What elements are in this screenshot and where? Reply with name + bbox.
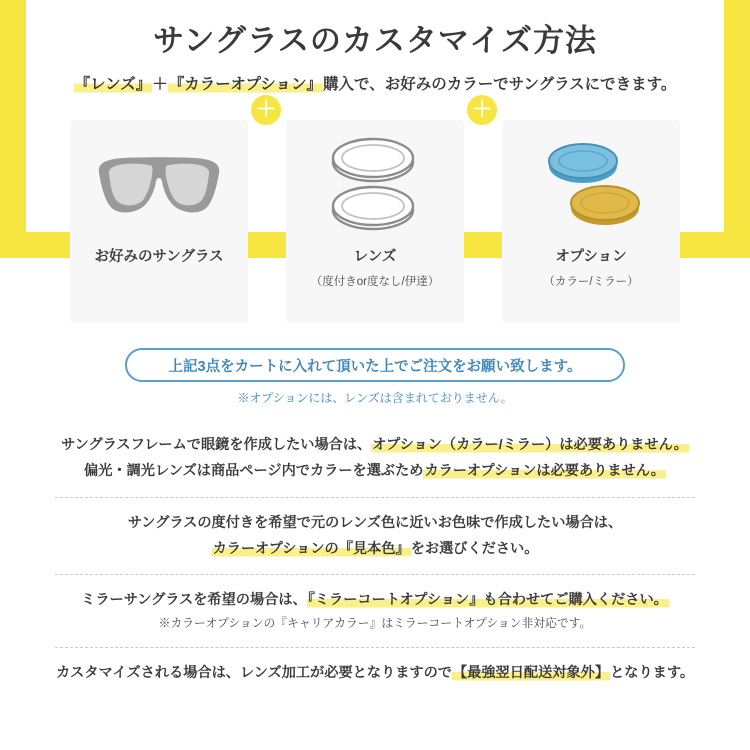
card-sub-lenses: （度付きor度なし/伊達） [310,275,440,288]
note-text-highlight: オプション（カラー/ミラー）は必要ありません。 [372,437,688,453]
note-group-2 [0,498,750,575]
note-text: となります。 [610,665,695,682]
note-line [0,458,750,484]
note-text: ミラーサングラスを希望の場合は、 [81,592,307,609]
plus-icon-2: ＋ [467,95,497,125]
note-line [0,660,750,686]
note-text: サングラスの度付きを希望で元のレンズ色に近いお色味で作成したい場合は、 [127,514,623,531]
order-instruction-text: 上記3点をカートに入れて頂いた上でご注文をお願い致します。 [168,358,582,375]
subtitle-part-coloroption: 『カラーオプション』 [168,75,323,93]
color-option-icon [502,120,680,248]
lens-pair-icon [286,120,464,248]
note-text: サングラスフレームで眼鏡を作成したい場合は、 [61,437,372,453]
note-text: ※カラーオプションの『キャリアカラー』はミラーコートオプション非対応です。 [158,616,592,631]
plus-icon-1: ＋ [251,95,281,125]
card-sunglasses [70,120,248,323]
page-subtitle [0,73,750,96]
note-line [0,510,750,536]
card-label-lenses: レンズ [353,249,397,265]
note-line-small [0,613,750,635]
note-group-4 [0,648,750,698]
note-line [0,536,750,562]
order-instruction-note: ※オプションには、レンズは含まれておりません。 [237,391,513,405]
subtitle-part-lens: 『レンズ』 [74,75,152,93]
card-options [502,120,680,323]
subtitle-part-plus: ＋ [152,75,168,93]
notes-section [0,420,750,698]
note-text: カスタマイズされる場合は、レンズ加工が必要となりますので [55,665,452,682]
product-cards [0,120,750,323]
card-sub-options: （カラー/ミラー） [543,275,639,288]
header [0,0,750,96]
note-text-highlight: カラーオプションの『見本色』 [212,540,410,557]
note-line [0,587,750,613]
note-text-highlight: 『ミラーコートオプション』も合わせてご購入ください。 [307,592,668,609]
subtitle-part-tail: 購入で、お好みのカラーでサングラスにできます。 [323,75,677,93]
card-lenses [286,120,464,323]
page-title: サングラスのカスタマイズ方法 [153,23,597,58]
note-text: をお選びください。 [410,540,539,557]
note-group-1 [0,420,750,497]
note-group-3 [0,575,750,647]
note-text-highlight: 【最強翌日配送対象外】 [452,665,610,682]
card-label-options: オプション [555,249,627,265]
order-instruction-pill [125,348,625,382]
note-line [0,432,750,458]
note-text-highlight: カラーオプションは必要ありません。 [424,463,665,480]
sunglasses-icon [70,120,248,248]
card-label-sunglasses: お好みのサングラス [94,249,224,265]
note-text: 偏光・調光レンズは商品ページ内でカラーを選ぶため [84,463,424,480]
